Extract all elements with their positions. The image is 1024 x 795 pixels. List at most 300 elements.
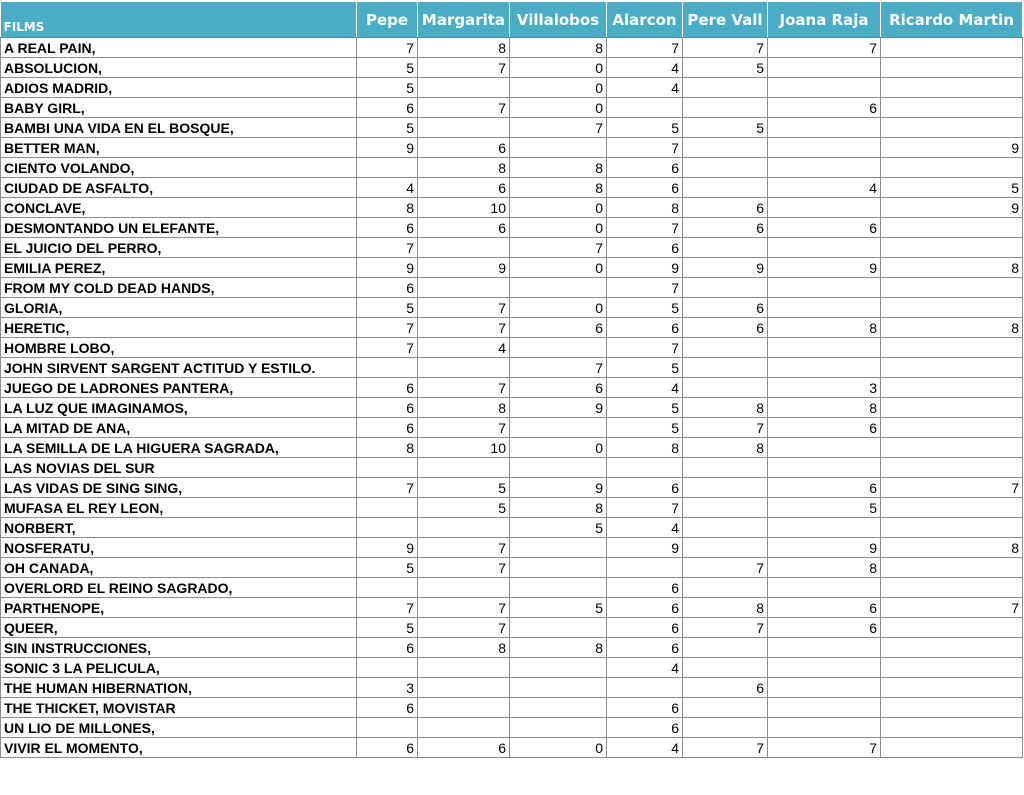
film-name-cell[interactable]: CIUDAD DE ASFALTO, xyxy=(1,178,357,198)
score-cell[interactable] xyxy=(881,658,1023,678)
score-cell[interactable] xyxy=(510,558,607,578)
score-cell[interactable] xyxy=(768,358,881,378)
score-cell[interactable] xyxy=(881,298,1023,318)
score-cell[interactable]: 8 xyxy=(510,638,607,658)
film-name-cell[interactable]: OVERLORD EL REINO SAGRADO, xyxy=(1,578,357,598)
film-name-cell[interactable]: LAS VIDAS DE SING SING, xyxy=(1,478,357,498)
score-cell[interactable]: 5 xyxy=(357,298,418,318)
score-cell[interactable] xyxy=(768,118,881,138)
score-cell[interactable]: 6 xyxy=(357,418,418,438)
score-cell[interactable]: 6 xyxy=(607,638,683,658)
score-cell[interactable] xyxy=(683,638,768,658)
score-cell[interactable]: 9 xyxy=(683,258,768,278)
score-cell[interactable]: 5 xyxy=(510,598,607,618)
film-name-cell[interactable]: OH CANADA, xyxy=(1,558,357,578)
score-cell[interactable]: 6 xyxy=(607,718,683,738)
score-cell[interactable]: 0 xyxy=(510,198,607,218)
score-cell[interactable]: 8 xyxy=(881,318,1023,338)
score-cell[interactable]: 7 xyxy=(607,338,683,358)
table-row xyxy=(1,558,1023,578)
score-cell[interactable] xyxy=(881,158,1023,178)
score-cell[interactable]: 6 xyxy=(768,478,881,498)
score-cell[interactable]: 7 xyxy=(683,418,768,438)
score-cell[interactable]: 6 xyxy=(768,598,881,618)
score-cell[interactable]: 9 xyxy=(357,138,418,158)
score-cell[interactable]: 7 xyxy=(418,618,510,638)
score-cell[interactable]: 6 xyxy=(607,478,683,498)
score-cell[interactable] xyxy=(418,678,510,698)
film-name-cell[interactable]: PARTHENOPE, xyxy=(1,598,357,618)
score-cell[interactable] xyxy=(768,78,881,98)
score-cell[interactable]: 6 xyxy=(357,278,418,298)
score-cell[interactable]: 10 xyxy=(418,198,510,218)
score-cell[interactable]: 8 xyxy=(881,538,1023,558)
score-cell[interactable]: 8 xyxy=(418,638,510,658)
score-cell[interactable] xyxy=(683,138,768,158)
score-cell[interactable] xyxy=(683,698,768,718)
score-cell[interactable]: 7 xyxy=(881,478,1023,498)
score-cell[interactable]: 6 xyxy=(418,738,510,758)
score-cell[interactable]: 8 xyxy=(683,438,768,458)
film-name-cell[interactable]: EMILIA PEREZ, xyxy=(1,258,357,278)
score-cell[interactable] xyxy=(510,718,607,738)
score-cell[interactable]: 6 xyxy=(607,158,683,178)
score-cell[interactable] xyxy=(768,718,881,738)
score-cell[interactable]: 9 xyxy=(607,258,683,278)
score-cell[interactable]: 6 xyxy=(683,218,768,238)
header-joana-raja[interactable]: Joana Raja xyxy=(768,2,881,38)
score-cell[interactable] xyxy=(683,578,768,598)
score-cell[interactable] xyxy=(881,398,1023,418)
film-name-cell[interactable]: HOMBRE LOBO, xyxy=(1,338,357,358)
score-cell[interactable] xyxy=(683,78,768,98)
film-name-cell[interactable]: NOSFERATU, xyxy=(1,538,357,558)
film-name-cell[interactable]: BABY GIRL, xyxy=(1,98,357,118)
score-cell[interactable]: 7 xyxy=(418,298,510,318)
score-cell[interactable] xyxy=(418,658,510,678)
score-cell[interactable] xyxy=(418,118,510,138)
score-cell[interactable] xyxy=(881,718,1023,738)
score-cell[interactable] xyxy=(881,678,1023,698)
score-cell[interactable] xyxy=(881,458,1023,478)
score-cell[interactable]: 0 xyxy=(510,218,607,238)
score-cell[interactable]: 4 xyxy=(607,518,683,538)
score-cell[interactable] xyxy=(881,518,1023,538)
score-cell[interactable]: 7 xyxy=(418,538,510,558)
score-cell[interactable] xyxy=(768,518,881,538)
score-cell[interactable] xyxy=(768,578,881,598)
score-cell[interactable]: 6 xyxy=(768,218,881,238)
score-cell[interactable] xyxy=(768,298,881,318)
film-name-cell[interactable]: SONIC 3 LA PELICULA, xyxy=(1,658,357,678)
score-cell[interactable]: 9 xyxy=(881,198,1023,218)
score-cell[interactable] xyxy=(607,678,683,698)
film-name-cell[interactable]: BETTER MAN, xyxy=(1,138,357,158)
film-name-cell[interactable]: LA SEMILLA DE LA HIGUERA SAGRADA, xyxy=(1,438,357,458)
score-cell[interactable]: 9 xyxy=(357,538,418,558)
score-cell[interactable]: 8 xyxy=(768,318,881,338)
score-cell[interactable]: 8 xyxy=(683,598,768,618)
score-cell[interactable] xyxy=(683,538,768,558)
film-name-cell[interactable]: CONCLAVE, xyxy=(1,198,357,218)
score-cell[interactable]: 7 xyxy=(768,738,881,758)
score-cell[interactable] xyxy=(881,578,1023,598)
score-cell[interactable]: 7 xyxy=(357,238,418,258)
score-cell[interactable]: 7 xyxy=(683,738,768,758)
score-cell[interactable] xyxy=(510,538,607,558)
score-cell[interactable]: 5 xyxy=(607,398,683,418)
score-cell[interactable] xyxy=(881,618,1023,638)
score-cell[interactable]: 6 xyxy=(607,238,683,258)
score-cell[interactable] xyxy=(683,278,768,298)
score-cell[interactable]: 7 xyxy=(357,38,418,58)
score-cell[interactable]: 6 xyxy=(510,378,607,398)
score-cell[interactable] xyxy=(881,38,1023,58)
score-cell[interactable] xyxy=(683,378,768,398)
score-cell[interactable]: 4 xyxy=(607,378,683,398)
score-cell[interactable]: 4 xyxy=(607,658,683,678)
film-name-cell[interactable]: ABSOLUCION, xyxy=(1,58,357,78)
score-cell[interactable]: 3 xyxy=(768,378,881,398)
score-cell[interactable]: 7 xyxy=(607,498,683,518)
film-name-cell[interactable]: JOHN SIRVENT SARGENT ACTITUD Y ESTILO. xyxy=(1,358,357,378)
score-cell[interactable]: 8 xyxy=(607,438,683,458)
score-cell[interactable]: 8 xyxy=(607,198,683,218)
score-cell[interactable]: 5 xyxy=(418,498,510,518)
score-cell[interactable]: 0 xyxy=(510,738,607,758)
score-cell[interactable]: 7 xyxy=(418,558,510,578)
score-cell[interactable]: 8 xyxy=(418,38,510,58)
film-name-cell[interactable]: LA MITAD DE ANA, xyxy=(1,418,357,438)
score-cell[interactable] xyxy=(357,458,418,478)
score-cell[interactable]: 6 xyxy=(357,638,418,658)
score-cell[interactable]: 4 xyxy=(418,338,510,358)
score-cell[interactable]: 6 xyxy=(607,698,683,718)
score-cell[interactable]: 8 xyxy=(418,398,510,418)
film-name-cell[interactable]: QUEER, xyxy=(1,618,357,638)
score-cell[interactable]: 8 xyxy=(510,178,607,198)
score-cell[interactable] xyxy=(683,458,768,478)
score-cell[interactable] xyxy=(881,218,1023,238)
score-cell[interactable] xyxy=(357,718,418,738)
score-cell[interactable] xyxy=(418,458,510,478)
header-ricardo-martin[interactable]: Ricardo Martin xyxy=(881,2,1023,38)
score-cell[interactable] xyxy=(881,738,1023,758)
score-cell[interactable]: 8 xyxy=(357,438,418,458)
score-cell[interactable] xyxy=(881,418,1023,438)
score-cell[interactable]: 5 xyxy=(683,118,768,138)
ratings-table xyxy=(0,2,1023,758)
film-name-cell[interactable]: EL JUICIO DEL PERRO, xyxy=(1,238,357,258)
score-cell[interactable] xyxy=(357,578,418,598)
film-name-cell[interactable]: BAMBI UNA VIDA EN EL BOSQUE, xyxy=(1,118,357,138)
score-cell[interactable]: 5 xyxy=(607,418,683,438)
score-cell[interactable]: 8 xyxy=(510,158,607,178)
score-cell[interactable]: 9 xyxy=(607,538,683,558)
score-cell[interactable] xyxy=(768,198,881,218)
score-cell[interactable] xyxy=(768,158,881,178)
score-cell[interactable]: 6 xyxy=(607,618,683,638)
score-cell[interactable]: 5 xyxy=(607,298,683,318)
score-cell[interactable]: 6 xyxy=(607,578,683,598)
score-cell[interactable] xyxy=(683,718,768,738)
film-name-cell[interactable]: UN LIO DE MILLONES, xyxy=(1,718,357,738)
score-cell[interactable]: 5 xyxy=(357,618,418,638)
header-alarcon[interactable]: Alarcon xyxy=(607,2,683,38)
score-cell[interactable] xyxy=(881,438,1023,458)
film-name-cell[interactable]: JUEGO DE LADRONES PANTERA, xyxy=(1,378,357,398)
score-cell[interactable]: 7 xyxy=(607,278,683,298)
score-cell[interactable] xyxy=(510,698,607,718)
score-cell[interactable]: 7 xyxy=(357,478,418,498)
score-cell[interactable]: 5 xyxy=(607,358,683,378)
film-name-cell[interactable]: CIENTO VOLANDO, xyxy=(1,158,357,178)
score-cell[interactable] xyxy=(418,718,510,738)
score-cell[interactable] xyxy=(768,458,881,478)
score-cell[interactable] xyxy=(768,138,881,158)
score-cell[interactable]: 9 xyxy=(768,538,881,558)
score-cell[interactable]: 6 xyxy=(768,618,881,638)
score-cell[interactable] xyxy=(510,278,607,298)
header-films[interactable]: FILMS xyxy=(1,2,357,38)
film-name-cell[interactable]: NORBERT, xyxy=(1,518,357,538)
score-cell[interactable] xyxy=(510,678,607,698)
score-cell[interactable] xyxy=(768,658,881,678)
score-cell[interactable]: 7 xyxy=(607,38,683,58)
score-cell[interactable]: 4 xyxy=(607,738,683,758)
score-cell[interactable] xyxy=(418,278,510,298)
score-cell[interactable]: 8 xyxy=(510,38,607,58)
score-cell[interactable] xyxy=(683,498,768,518)
score-cell[interactable]: 6 xyxy=(768,418,881,438)
score-cell[interactable]: 8 xyxy=(418,158,510,178)
score-cell[interactable]: 5 xyxy=(768,498,881,518)
header-margarita[interactable]: Margarita xyxy=(418,2,510,38)
film-name-cell[interactable]: FROM MY COLD DEAD HANDS, xyxy=(1,278,357,298)
score-cell[interactable]: 0 xyxy=(510,298,607,318)
score-cell[interactable] xyxy=(683,358,768,378)
score-cell[interactable] xyxy=(510,418,607,438)
score-cell[interactable] xyxy=(881,558,1023,578)
score-cell[interactable] xyxy=(418,358,510,378)
score-cell[interactable]: 6 xyxy=(607,598,683,618)
score-cell[interactable]: 6 xyxy=(357,378,418,398)
score-cell[interactable] xyxy=(418,518,510,538)
score-cell[interactable] xyxy=(357,518,418,538)
header-pepe[interactable]: Pepe xyxy=(357,2,418,38)
score-cell[interactable]: 8 xyxy=(768,398,881,418)
score-cell[interactable] xyxy=(881,118,1023,138)
score-cell[interactable]: 7 xyxy=(768,38,881,58)
score-cell[interactable]: 9 xyxy=(418,258,510,278)
table-row xyxy=(1,38,1023,58)
score-cell[interactable]: 5 xyxy=(357,58,418,78)
table-row xyxy=(1,158,1023,178)
score-cell[interactable] xyxy=(683,98,768,118)
score-cell[interactable]: 7 xyxy=(418,98,510,118)
film-name-cell[interactable]: LAS NOVIAS DEL SUR xyxy=(1,458,357,478)
film-name-cell[interactable]: HERETIC, xyxy=(1,318,357,338)
score-cell[interactable]: 4 xyxy=(607,78,683,98)
score-cell[interactable]: 5 xyxy=(510,518,607,538)
score-cell[interactable]: 7 xyxy=(683,618,768,638)
score-cell[interactable] xyxy=(881,698,1023,718)
score-cell[interactable]: 5 xyxy=(418,478,510,498)
score-cell[interactable] xyxy=(768,238,881,258)
score-cell[interactable]: 7 xyxy=(683,558,768,578)
score-cell[interactable] xyxy=(768,278,881,298)
score-cell[interactable] xyxy=(881,358,1023,378)
film-name-cell[interactable]: MUFASA EL REY LEON, xyxy=(1,498,357,518)
score-cell[interactable] xyxy=(418,698,510,718)
score-cell[interactable]: 4 xyxy=(357,178,418,198)
score-cell[interactable]: 6 xyxy=(683,318,768,338)
score-cell[interactable]: 6 xyxy=(418,138,510,158)
score-cell[interactable] xyxy=(768,438,881,458)
header-villalobos[interactable]: Villalobos xyxy=(510,2,607,38)
score-cell[interactable]: 5 xyxy=(357,558,418,578)
score-cell[interactable] xyxy=(357,158,418,178)
film-name-cell[interactable]: THE THICKET, MOVISTAR xyxy=(1,698,357,718)
score-cell[interactable]: 0 xyxy=(510,78,607,98)
score-cell[interactable] xyxy=(510,458,607,478)
score-cell[interactable] xyxy=(768,698,881,718)
film-name-cell[interactable]: GLORIA, xyxy=(1,298,357,318)
score-cell[interactable]: 0 xyxy=(510,258,607,278)
score-cell[interactable]: 0 xyxy=(510,438,607,458)
score-cell[interactable]: 7 xyxy=(510,358,607,378)
score-cell[interactable]: 6 xyxy=(357,398,418,418)
score-cell[interactable] xyxy=(607,458,683,478)
score-cell[interactable]: 6 xyxy=(683,198,768,218)
score-cell[interactable] xyxy=(683,338,768,358)
score-cell[interactable]: 7 xyxy=(357,598,418,618)
score-cell[interactable]: 6 xyxy=(768,98,881,118)
score-cell[interactable]: 6 xyxy=(607,178,683,198)
score-cell[interactable]: 8 xyxy=(768,558,881,578)
score-cell[interactable] xyxy=(881,338,1023,358)
score-cell[interactable] xyxy=(683,518,768,538)
score-cell[interactable]: 8 xyxy=(881,258,1023,278)
score-cell[interactable]: 5 xyxy=(607,118,683,138)
score-cell[interactable] xyxy=(418,78,510,98)
score-cell[interactable]: 3 xyxy=(357,678,418,698)
film-name-cell[interactable]: VIVIR EL MOMENTO, xyxy=(1,738,357,758)
score-cell[interactable]: 6 xyxy=(357,218,418,238)
score-cell[interactable]: 9 xyxy=(510,398,607,418)
score-cell[interactable]: 7 xyxy=(418,418,510,438)
film-name-cell[interactable]: LA LUZ QUE IMAGINAMOS, xyxy=(1,398,357,418)
score-cell[interactable] xyxy=(768,58,881,78)
score-cell[interactable] xyxy=(881,638,1023,658)
score-cell[interactable]: 0 xyxy=(510,98,607,118)
score-cell[interactable]: 7 xyxy=(510,118,607,138)
score-cell[interactable] xyxy=(768,638,881,658)
score-cell[interactable]: 9 xyxy=(881,138,1023,158)
score-cell[interactable] xyxy=(683,158,768,178)
score-cell[interactable]: 7 xyxy=(357,338,418,358)
score-cell[interactable]: 6 xyxy=(683,678,768,698)
score-cell[interactable] xyxy=(683,658,768,678)
score-cell[interactable]: 7 xyxy=(357,318,418,338)
score-cell[interactable]: 8 xyxy=(510,498,607,518)
score-cell[interactable]: 5 xyxy=(357,78,418,98)
score-cell[interactable] xyxy=(881,378,1023,398)
score-cell[interactable] xyxy=(881,98,1023,118)
score-cell[interactable] xyxy=(357,658,418,678)
score-cell[interactable]: 7 xyxy=(607,218,683,238)
score-cell[interactable] xyxy=(881,58,1023,78)
film-name-cell[interactable]: DESMONTANDO UN ELEFANTE, xyxy=(1,218,357,238)
score-cell[interactable]: 9 xyxy=(768,258,881,278)
score-cell[interactable]: 10 xyxy=(418,438,510,458)
score-cell[interactable] xyxy=(768,678,881,698)
film-name-cell[interactable]: A REAL PAIN, xyxy=(1,38,357,58)
score-cell[interactable]: 6 xyxy=(418,178,510,198)
score-cell[interactable] xyxy=(683,178,768,198)
score-cell[interactable] xyxy=(418,578,510,598)
score-cell[interactable]: 4 xyxy=(768,178,881,198)
score-cell[interactable]: 7 xyxy=(510,238,607,258)
score-cell[interactable]: 6 xyxy=(607,318,683,338)
score-cell[interactable]: 6 xyxy=(357,738,418,758)
score-cell[interactable]: 8 xyxy=(683,398,768,418)
score-cell[interactable] xyxy=(683,478,768,498)
score-cell[interactable]: 6 xyxy=(357,98,418,118)
score-cell[interactable]: 0 xyxy=(510,58,607,78)
score-cell[interactable] xyxy=(881,498,1023,518)
score-cell[interactable] xyxy=(510,138,607,158)
score-cell[interactable]: 7 xyxy=(418,598,510,618)
score-cell[interactable] xyxy=(510,618,607,638)
score-cell[interactable]: 9 xyxy=(357,258,418,278)
score-cell[interactable]: 7 xyxy=(418,378,510,398)
score-cell[interactable]: 7 xyxy=(607,138,683,158)
score-cell[interactable]: 4 xyxy=(607,58,683,78)
film-name-cell[interactable]: SIN INSTRUCCIONES, xyxy=(1,638,357,658)
header-pere-vall[interactable]: Pere Vall xyxy=(683,2,768,38)
film-name-cell[interactable]: ADIOS MADRID, xyxy=(1,78,357,98)
score-cell[interactable]: 7 xyxy=(418,318,510,338)
score-cell[interactable] xyxy=(510,338,607,358)
score-cell[interactable] xyxy=(881,238,1023,258)
score-cell[interactable]: 9 xyxy=(510,478,607,498)
score-cell[interactable]: 5 xyxy=(683,58,768,78)
score-cell[interactable] xyxy=(418,238,510,258)
score-cell[interactable]: 5 xyxy=(357,118,418,138)
score-cell[interactable] xyxy=(510,658,607,678)
score-cell[interactable]: 5 xyxy=(881,178,1023,198)
score-cell[interactable] xyxy=(357,498,418,518)
score-cell[interactable] xyxy=(768,338,881,358)
film-name-cell[interactable]: THE HUMAN HIBERNATION, xyxy=(1,678,357,698)
score-cell[interactable] xyxy=(881,78,1023,98)
score-cell[interactable]: 6 xyxy=(418,218,510,238)
score-cell[interactable]: 6 xyxy=(357,698,418,718)
score-cell[interactable] xyxy=(357,358,418,378)
score-cell[interactable]: 7 xyxy=(683,38,768,58)
score-cell[interactable]: 6 xyxy=(510,318,607,338)
score-cell[interactable]: 6 xyxy=(683,298,768,318)
score-cell[interactable]: 7 xyxy=(418,58,510,78)
score-cell[interactable] xyxy=(607,558,683,578)
score-cell[interactable]: 7 xyxy=(881,598,1023,618)
score-cell[interactable] xyxy=(510,578,607,598)
score-cell[interactable] xyxy=(881,278,1023,298)
score-cell[interactable] xyxy=(683,238,768,258)
score-cell[interactable] xyxy=(607,98,683,118)
score-cell[interactable]: 8 xyxy=(357,198,418,218)
